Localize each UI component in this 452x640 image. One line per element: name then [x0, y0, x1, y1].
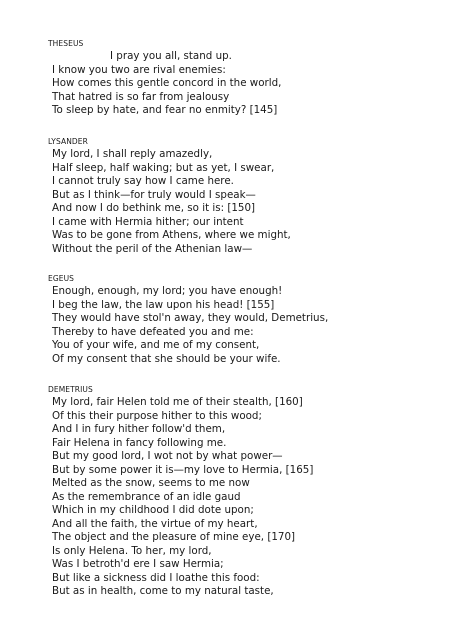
verse-line: Thereby to have defeated you and me:: [52, 325, 254, 338]
verse-line: But like a sickness did I loathe this food:: [52, 571, 260, 584]
verse-line: But as I think—for truly would I speak—: [52, 188, 256, 201]
verse-line: Without the peril of the Athenian law—: [52, 242, 253, 255]
speech-lines: [52, 148, 442, 256]
speech-lines: [52, 396, 442, 599]
verse-line: The object and the pleasure of mine eye, [170]: [52, 531, 296, 543]
verse-line: Enough, enough, my lord; you have enough!: [52, 285, 283, 297]
verse-line: As the remembrance of an idle gaud: [52, 490, 241, 503]
verse-line: But by some power it is—my love to Hermia, [165]: [52, 463, 314, 476]
verse-line: My lord, I shall reply amazedly,: [52, 148, 213, 160]
verse-line: But my good lord, I wot not by what power—: [52, 450, 283, 462]
verse-line: And I in fury hither follow'd them,: [52, 423, 226, 435]
verse-line: Of this their purpose hither to this wood;: [52, 409, 262, 422]
verse-line: I beg the law, the law upon his head! [155]: [52, 298, 275, 311]
speaker-name: EGEUS: [48, 274, 75, 283]
speech-lines: [52, 285, 442, 366]
verse-line: Was to be gone from Athens, where we might,: [52, 229, 291, 241]
verse-line: That hatred is so far from jealousy: [52, 90, 230, 103]
verse-line: Fair Helena in fancy following me.: [52, 436, 227, 449]
verse-line: Was I betroth'd ere I saw Hermia;: [52, 558, 224, 570]
verse-line: Melted as the snow, seems to me now: [52, 477, 250, 489]
verse-line: To sleep by hate, and fear no enmity? [145]: [52, 104, 278, 116]
verse-line: How comes this gentle concord in the world,: [52, 77, 282, 89]
speech-lines: [52, 50, 442, 118]
verse-line: Is only Helena. To her, my lord,: [52, 544, 212, 557]
verse-line: I pray you all, stand up.: [110, 50, 232, 62]
verse-line: Half sleep, half waking; but as yet, I swear,: [52, 161, 275, 174]
verse-line: And all the faith, the virtue of my heart,: [52, 517, 258, 530]
speaker-name: THESEUS: [48, 39, 84, 48]
speaker-name: DEMETRIUS: [48, 385, 93, 394]
verse-line: I know you two are rival enemies:: [52, 63, 226, 76]
verse-line: And now I do bethink me, so it is: [150]: [52, 202, 256, 214]
verse-line: But as in health, come to my natural taste,: [52, 585, 274, 597]
verse-line: I cannot truly say how I came here.: [52, 175, 234, 187]
verse-line: They would have stol'n away, they would, Demetrius,: [52, 312, 329, 324]
verse-line: You of your wife, and me of my consent,: [52, 339, 260, 351]
verse-line: Which in my childhood I did dote upon;: [52, 504, 254, 516]
verse-line: Of my consent that she should be your wife.: [52, 352, 281, 365]
speaker-name: LYSANDER: [48, 137, 88, 146]
verse-line: I came with Hermia hither; our intent: [52, 215, 244, 228]
verse-line: My lord, fair Helen told me of their stealth, [160]: [52, 396, 303, 408]
